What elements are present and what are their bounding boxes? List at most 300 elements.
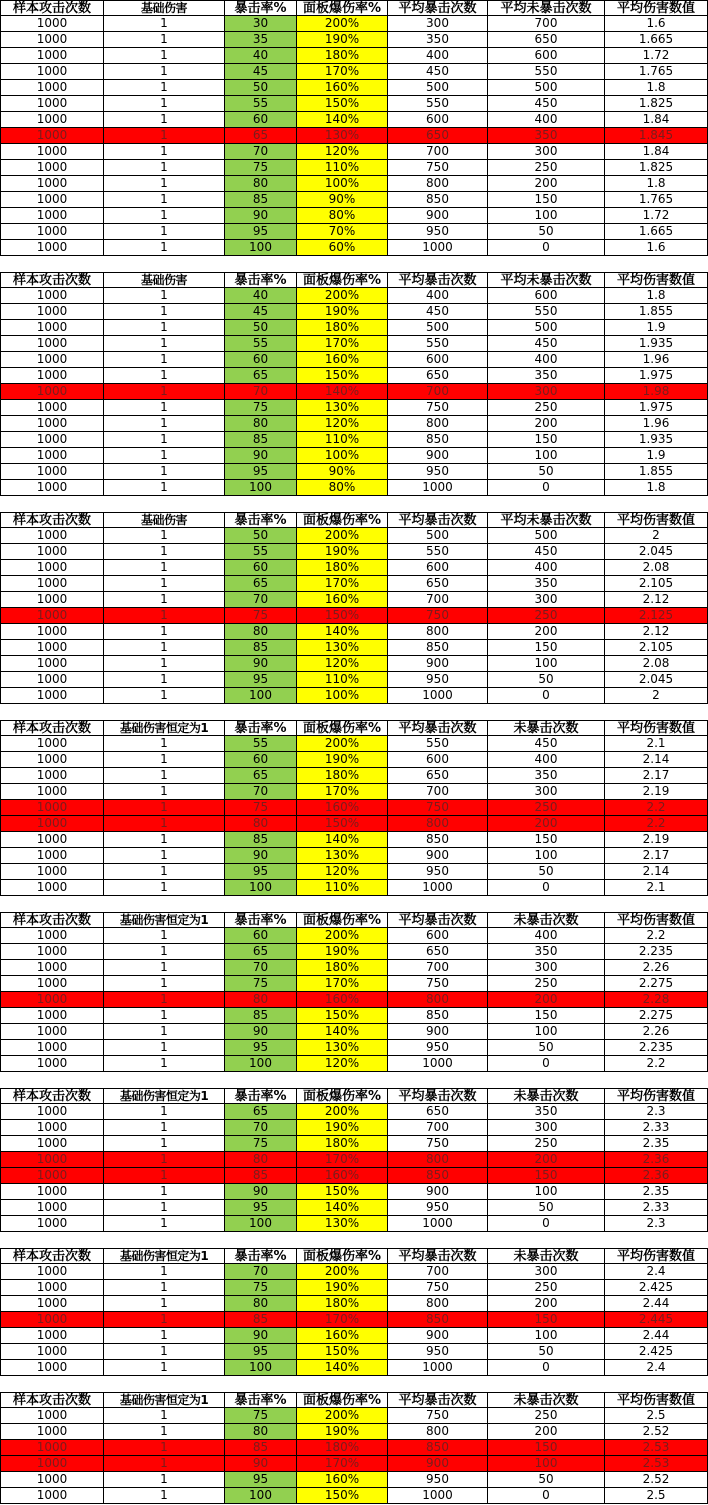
table-cell[interactable]: 500 bbox=[488, 320, 605, 336]
table-cell[interactable]: 1000 bbox=[0, 144, 104, 160]
table-cell[interactable]: 100 bbox=[225, 240, 297, 256]
table-cell[interactable]: 2.19 bbox=[605, 784, 708, 800]
table-cell[interactable]: 950 bbox=[388, 1200, 488, 1216]
column-header[interactable]: 暴击率% bbox=[225, 1248, 297, 1264]
table-cell[interactable]: 700 bbox=[388, 144, 488, 160]
table-cell[interactable]: 60 bbox=[225, 928, 297, 944]
table-cell[interactable]: 130% bbox=[297, 1040, 388, 1056]
table-cell[interactable]: 80 bbox=[225, 624, 297, 640]
table-cell[interactable]: 500 bbox=[488, 80, 605, 96]
table-cell[interactable]: 2.3 bbox=[605, 1216, 708, 1232]
table-cell[interactable]: 160% bbox=[297, 592, 388, 608]
table-cell[interactable]: 650 bbox=[388, 576, 488, 592]
table-cell[interactable]: 75 bbox=[225, 400, 297, 416]
table-cell[interactable]: 95 bbox=[225, 1200, 297, 1216]
table-cell[interactable]: 60 bbox=[225, 560, 297, 576]
table-cell[interactable]: 350 bbox=[488, 1104, 605, 1120]
column-header[interactable]: 暴击率% bbox=[225, 272, 297, 288]
table-cell[interactable]: 130% bbox=[297, 128, 388, 144]
table-cell[interactable]: 1000 bbox=[0, 1120, 104, 1136]
table-cell[interactable]: 80 bbox=[225, 992, 297, 1008]
table-cell[interactable]: 1.975 bbox=[605, 400, 708, 416]
table-cell[interactable]: 2.08 bbox=[605, 560, 708, 576]
table-cell[interactable]: 1000 bbox=[388, 880, 488, 896]
column-header[interactable]: 平均暴击次数 bbox=[388, 1088, 488, 1104]
table-cell[interactable]: 500 bbox=[388, 528, 488, 544]
table-cell[interactable]: 2.1 bbox=[605, 880, 708, 896]
column-header[interactable]: 平均暴击次数 bbox=[388, 272, 488, 288]
table-cell[interactable]: 450 bbox=[488, 336, 605, 352]
table-cell[interactable]: 1 bbox=[104, 640, 225, 656]
table-cell[interactable]: 600 bbox=[388, 560, 488, 576]
table-cell[interactable]: 45 bbox=[225, 304, 297, 320]
table-cell[interactable]: 180% bbox=[297, 960, 388, 976]
table-cell[interactable]: 850 bbox=[388, 1440, 488, 1456]
table-cell[interactable]: 80 bbox=[225, 416, 297, 432]
table-cell[interactable]: 110% bbox=[297, 160, 388, 176]
table-cell[interactable]: 950 bbox=[388, 864, 488, 880]
table-cell[interactable]: 50 bbox=[488, 672, 605, 688]
table-cell[interactable]: 1.765 bbox=[605, 192, 708, 208]
table-cell[interactable]: 2.33 bbox=[605, 1200, 708, 1216]
table-cell[interactable]: 700 bbox=[388, 1264, 488, 1280]
table-cell[interactable]: 1.825 bbox=[605, 96, 708, 112]
column-header[interactable]: 平均伤害数值 bbox=[605, 272, 708, 288]
table-cell[interactable]: 160% bbox=[297, 1472, 388, 1488]
table-cell[interactable]: 1000 bbox=[0, 800, 104, 816]
table-cell[interactable]: 2.35 bbox=[605, 1136, 708, 1152]
table-cell[interactable]: 1000 bbox=[388, 240, 488, 256]
table-cell[interactable]: 1 bbox=[104, 400, 225, 416]
table-cell[interactable]: 1 bbox=[104, 576, 225, 592]
table-cell[interactable]: 1 bbox=[104, 992, 225, 1008]
table-cell[interactable]: 450 bbox=[388, 64, 488, 80]
table-cell[interactable]: 200 bbox=[488, 1152, 605, 1168]
table-cell[interactable]: 1000 bbox=[388, 480, 488, 496]
table-cell[interactable]: 300 bbox=[388, 16, 488, 32]
table-cell[interactable]: 50 bbox=[488, 864, 605, 880]
table-cell[interactable]: 200 bbox=[488, 1296, 605, 1312]
table-cell[interactable]: 350 bbox=[488, 576, 605, 592]
column-header[interactable]: 未暴击次数 bbox=[488, 912, 605, 928]
table-cell[interactable]: 1000 bbox=[388, 1216, 488, 1232]
table-cell[interactable]: 2.4 bbox=[605, 1264, 708, 1280]
table-cell[interactable]: 750 bbox=[388, 800, 488, 816]
table-cell[interactable]: 1000 bbox=[388, 1488, 488, 1504]
table-cell[interactable]: 550 bbox=[488, 304, 605, 320]
table-cell[interactable]: 150 bbox=[488, 1008, 605, 1024]
table-cell[interactable]: 200 bbox=[488, 816, 605, 832]
table-cell[interactable]: 65 bbox=[225, 368, 297, 384]
table-cell[interactable]: 70% bbox=[297, 224, 388, 240]
table-cell[interactable]: 1 bbox=[104, 864, 225, 880]
table-cell[interactable]: 60% bbox=[297, 240, 388, 256]
table-cell[interactable]: 160% bbox=[297, 80, 388, 96]
table-cell[interactable]: 950 bbox=[388, 672, 488, 688]
table-cell[interactable]: 70 bbox=[225, 144, 297, 160]
table-cell[interactable]: 1 bbox=[104, 480, 225, 496]
column-header[interactable]: 平均伤害数值 bbox=[605, 0, 708, 16]
table-cell[interactable]: 950 bbox=[388, 1040, 488, 1056]
table-cell[interactable]: 1 bbox=[104, 80, 225, 96]
table-cell[interactable]: 400 bbox=[388, 288, 488, 304]
table-cell[interactable]: 75 bbox=[225, 1136, 297, 1152]
column-header[interactable]: 暴击率% bbox=[225, 1392, 297, 1408]
table-cell[interactable]: 1000 bbox=[0, 992, 104, 1008]
table-cell[interactable]: 850 bbox=[388, 640, 488, 656]
table-cell[interactable]: 2.14 bbox=[605, 864, 708, 880]
table-cell[interactable]: 1000 bbox=[0, 816, 104, 832]
table-cell[interactable]: 1000 bbox=[0, 592, 104, 608]
table-cell[interactable]: 1000 bbox=[0, 1328, 104, 1344]
table-cell[interactable]: 90 bbox=[225, 208, 297, 224]
table-cell[interactable]: 1000 bbox=[0, 1184, 104, 1200]
table-cell[interactable]: 1 bbox=[104, 944, 225, 960]
table-cell[interactable]: 150% bbox=[297, 1488, 388, 1504]
table-cell[interactable]: 750 bbox=[388, 1136, 488, 1152]
table-cell[interactable]: 250 bbox=[488, 400, 605, 416]
table-cell[interactable]: 170% bbox=[297, 976, 388, 992]
table-cell[interactable]: 95 bbox=[225, 464, 297, 480]
table-cell[interactable]: 1.665 bbox=[605, 224, 708, 240]
table-cell[interactable]: 900 bbox=[388, 656, 488, 672]
table-cell[interactable]: 700 bbox=[388, 1120, 488, 1136]
table-cell[interactable]: 1.6 bbox=[605, 16, 708, 32]
table-cell[interactable]: 1000 bbox=[0, 832, 104, 848]
table-cell[interactable]: 190% bbox=[297, 1280, 388, 1296]
table-cell[interactable]: 1 bbox=[104, 736, 225, 752]
table-cell[interactable]: 0 bbox=[488, 240, 605, 256]
table-cell[interactable]: 2.235 bbox=[605, 1040, 708, 1056]
table-cell[interactable]: 2.425 bbox=[605, 1280, 708, 1296]
table-cell[interactable]: 550 bbox=[388, 736, 488, 752]
column-header[interactable]: 平均伤害数值 bbox=[605, 1088, 708, 1104]
table-cell[interactable]: 1000 bbox=[0, 208, 104, 224]
table-cell[interactable]: 1000 bbox=[0, 576, 104, 592]
table-cell[interactable]: 800 bbox=[388, 992, 488, 1008]
table-cell[interactable]: 170% bbox=[297, 336, 388, 352]
table-cell[interactable]: 2.44 bbox=[605, 1328, 708, 1344]
table-cell[interactable]: 90% bbox=[297, 464, 388, 480]
table-cell[interactable]: 1 bbox=[104, 1120, 225, 1136]
table-cell[interactable]: 1 bbox=[104, 96, 225, 112]
table-cell[interactable]: 1000 bbox=[0, 1040, 104, 1056]
table-cell[interactable]: 1000 bbox=[0, 544, 104, 560]
table-cell[interactable]: 1000 bbox=[0, 976, 104, 992]
table-cell[interactable]: 1000 bbox=[0, 96, 104, 112]
table-cell[interactable]: 1000 bbox=[0, 1264, 104, 1280]
column-header[interactable]: 平均暴击次数 bbox=[388, 720, 488, 736]
table-cell[interactable]: 250 bbox=[488, 1280, 605, 1296]
column-header[interactable]: 平均伤害数值 bbox=[605, 912, 708, 928]
table-cell[interactable]: 1000 bbox=[0, 48, 104, 64]
table-cell[interactable]: 130% bbox=[297, 640, 388, 656]
table-cell[interactable]: 900 bbox=[388, 1456, 488, 1472]
table-cell[interactable]: 1000 bbox=[0, 80, 104, 96]
table-cell[interactable]: 900 bbox=[388, 208, 488, 224]
table-cell[interactable]: 900 bbox=[388, 1024, 488, 1040]
table-cell[interactable]: 1 bbox=[104, 192, 225, 208]
table-cell[interactable]: 1000 bbox=[0, 1168, 104, 1184]
table-cell[interactable]: 160% bbox=[297, 1168, 388, 1184]
table-cell[interactable]: 1.8 bbox=[605, 80, 708, 96]
column-header[interactable]: 样本攻击次数 bbox=[0, 1392, 104, 1408]
table-cell[interactable]: 2.08 bbox=[605, 656, 708, 672]
table-cell[interactable]: 85 bbox=[225, 1440, 297, 1456]
table-cell[interactable]: 1000 bbox=[0, 848, 104, 864]
table-cell[interactable]: 95 bbox=[225, 224, 297, 240]
table-cell[interactable]: 1.96 bbox=[605, 352, 708, 368]
table-cell[interactable]: 100 bbox=[488, 448, 605, 464]
column-header[interactable]: 平均伤害数值 bbox=[605, 1392, 708, 1408]
table-cell[interactable]: 1 bbox=[104, 608, 225, 624]
table-cell[interactable]: 2.5 bbox=[605, 1488, 708, 1504]
table-cell[interactable]: 1 bbox=[104, 880, 225, 896]
table-cell[interactable]: 150 bbox=[488, 192, 605, 208]
table-cell[interactable]: 700 bbox=[488, 16, 605, 32]
table-cell[interactable]: 2.425 bbox=[605, 1344, 708, 1360]
table-cell[interactable]: 1000 bbox=[0, 368, 104, 384]
table-cell[interactable]: 85 bbox=[225, 192, 297, 208]
column-header[interactable]: 面板爆伤率% bbox=[297, 1248, 388, 1264]
table-cell[interactable]: 1000 bbox=[0, 1104, 104, 1120]
table-cell[interactable]: 190% bbox=[297, 1424, 388, 1440]
table-cell[interactable]: 1000 bbox=[0, 1056, 104, 1072]
table-cell[interactable]: 160% bbox=[297, 1328, 388, 1344]
table-cell[interactable]: 90% bbox=[297, 192, 388, 208]
table-cell[interactable]: 1 bbox=[104, 304, 225, 320]
table-cell[interactable]: 1000 bbox=[0, 1152, 104, 1168]
table-cell[interactable]: 65 bbox=[225, 128, 297, 144]
table-cell[interactable]: 110% bbox=[297, 672, 388, 688]
table-cell[interactable]: 600 bbox=[388, 112, 488, 128]
table-cell[interactable]: 75 bbox=[225, 160, 297, 176]
table-cell[interactable]: 1000 bbox=[0, 880, 104, 896]
table-cell[interactable]: 1000 bbox=[0, 160, 104, 176]
table-cell[interactable]: 1 bbox=[104, 384, 225, 400]
table-cell[interactable]: 650 bbox=[388, 768, 488, 784]
table-cell[interactable]: 60 bbox=[225, 112, 297, 128]
table-cell[interactable]: 550 bbox=[388, 336, 488, 352]
table-cell[interactable]: 140% bbox=[297, 384, 388, 400]
table-cell[interactable]: 2.52 bbox=[605, 1424, 708, 1440]
table-cell[interactable]: 950 bbox=[388, 224, 488, 240]
table-cell[interactable]: 0 bbox=[488, 880, 605, 896]
table-cell[interactable]: 100 bbox=[225, 1488, 297, 1504]
table-cell[interactable]: 300 bbox=[488, 784, 605, 800]
table-cell[interactable]: 1 bbox=[104, 352, 225, 368]
table-cell[interactable]: 1 bbox=[104, 416, 225, 432]
table-cell[interactable]: 50 bbox=[225, 80, 297, 96]
table-cell[interactable]: 1.665 bbox=[605, 32, 708, 48]
table-cell[interactable]: 1 bbox=[104, 448, 225, 464]
table-cell[interactable]: 65 bbox=[225, 944, 297, 960]
table-cell[interactable]: 50 bbox=[488, 1040, 605, 1056]
table-cell[interactable]: 1.84 bbox=[605, 112, 708, 128]
table-cell[interactable]: 1 bbox=[104, 1040, 225, 1056]
table-cell[interactable]: 1000 bbox=[0, 304, 104, 320]
table-cell[interactable]: 2.235 bbox=[605, 944, 708, 960]
table-cell[interactable]: 1000 bbox=[0, 464, 104, 480]
table-cell[interactable]: 2 bbox=[605, 528, 708, 544]
table-cell[interactable]: 2.19 bbox=[605, 832, 708, 848]
table-cell[interactable]: 95 bbox=[225, 864, 297, 880]
table-cell[interactable]: 1000 bbox=[0, 1280, 104, 1296]
table-cell[interactable]: 90 bbox=[225, 1024, 297, 1040]
table-cell[interactable]: 1000 bbox=[0, 336, 104, 352]
table-cell[interactable]: 95 bbox=[225, 672, 297, 688]
table-cell[interactable]: 150 bbox=[488, 432, 605, 448]
column-header[interactable]: 样本攻击次数 bbox=[0, 512, 104, 528]
table-cell[interactable]: 1 bbox=[104, 688, 225, 704]
table-cell[interactable]: 2.33 bbox=[605, 1120, 708, 1136]
table-cell[interactable]: 600 bbox=[488, 48, 605, 64]
table-cell[interactable]: 1.72 bbox=[605, 48, 708, 64]
table-cell[interactable]: 1.9 bbox=[605, 448, 708, 464]
table-cell[interactable]: 1000 bbox=[388, 1056, 488, 1072]
table-cell[interactable]: 40 bbox=[225, 288, 297, 304]
table-cell[interactable]: 2.445 bbox=[605, 1312, 708, 1328]
table-cell[interactable]: 2.36 bbox=[605, 1152, 708, 1168]
table-cell[interactable]: 180% bbox=[297, 48, 388, 64]
table-cell[interactable]: 1.935 bbox=[605, 336, 708, 352]
table-cell[interactable]: 1000 bbox=[0, 288, 104, 304]
table-cell[interactable]: 1.975 bbox=[605, 368, 708, 384]
table-cell[interactable]: 75 bbox=[225, 976, 297, 992]
table-cell[interactable]: 180% bbox=[297, 1296, 388, 1312]
table-cell[interactable]: 200% bbox=[297, 736, 388, 752]
table-cell[interactable]: 500 bbox=[388, 80, 488, 96]
column-header[interactable]: 样本攻击次数 bbox=[0, 1248, 104, 1264]
table-cell[interactable]: 1000 bbox=[0, 928, 104, 944]
table-cell[interactable]: 200% bbox=[297, 1264, 388, 1280]
table-cell[interactable]: 2 bbox=[605, 688, 708, 704]
table-cell[interactable]: 1 bbox=[104, 176, 225, 192]
table-cell[interactable]: 1000 bbox=[0, 560, 104, 576]
table-cell[interactable]: 150% bbox=[297, 96, 388, 112]
table-cell[interactable]: 1 bbox=[104, 320, 225, 336]
column-header[interactable]: 面板爆伤率% bbox=[297, 0, 388, 16]
table-cell[interactable]: 130% bbox=[297, 1216, 388, 1232]
column-header[interactable]: 基础伤害恒定为1 bbox=[104, 1088, 225, 1104]
table-cell[interactable]: 70 bbox=[225, 1120, 297, 1136]
table-cell[interactable]: 750 bbox=[388, 1280, 488, 1296]
table-cell[interactable]: 1 bbox=[104, 144, 225, 160]
table-cell[interactable]: 1000 bbox=[0, 784, 104, 800]
table-cell[interactable]: 0 bbox=[488, 480, 605, 496]
table-cell[interactable]: 1 bbox=[104, 528, 225, 544]
table-cell[interactable]: 190% bbox=[297, 944, 388, 960]
table-cell[interactable]: 1 bbox=[104, 288, 225, 304]
table-cell[interactable]: 100% bbox=[297, 448, 388, 464]
table-cell[interactable]: 1.96 bbox=[605, 416, 708, 432]
table-cell[interactable]: 1.98 bbox=[605, 384, 708, 400]
table-cell[interactable]: 250 bbox=[488, 1408, 605, 1424]
table-cell[interactable]: 85 bbox=[225, 432, 297, 448]
table-cell[interactable]: 80 bbox=[225, 816, 297, 832]
table-cell[interactable]: 700 bbox=[388, 960, 488, 976]
table-cell[interactable]: 60 bbox=[225, 352, 297, 368]
column-header[interactable]: 面板爆伤率% bbox=[297, 1392, 388, 1408]
table-cell[interactable]: 120% bbox=[297, 864, 388, 880]
column-header[interactable]: 平均伤害数值 bbox=[605, 512, 708, 528]
table-cell[interactable]: 1000 bbox=[0, 688, 104, 704]
table-cell[interactable]: 1000 bbox=[0, 1424, 104, 1440]
table-cell[interactable]: 100 bbox=[488, 1328, 605, 1344]
table-cell[interactable]: 140% bbox=[297, 624, 388, 640]
table-cell[interactable]: 2.53 bbox=[605, 1440, 708, 1456]
table-cell[interactable]: 100% bbox=[297, 176, 388, 192]
table-cell[interactable]: 1000 bbox=[0, 752, 104, 768]
table-cell[interactable]: 170% bbox=[297, 64, 388, 80]
table-cell[interactable]: 1000 bbox=[0, 1472, 104, 1488]
table-cell[interactable]: 2.14 bbox=[605, 752, 708, 768]
table-cell[interactable]: 80 bbox=[225, 176, 297, 192]
table-cell[interactable]: 850 bbox=[388, 192, 488, 208]
table-cell[interactable]: 1000 bbox=[0, 1200, 104, 1216]
table-cell[interactable]: 300 bbox=[488, 1120, 605, 1136]
table-cell[interactable]: 1 bbox=[104, 1168, 225, 1184]
table-cell[interactable]: 450 bbox=[488, 96, 605, 112]
column-header[interactable]: 平均暴击次数 bbox=[388, 512, 488, 528]
table-cell[interactable]: 1000 bbox=[0, 320, 104, 336]
table-cell[interactable]: 1000 bbox=[0, 128, 104, 144]
table-cell[interactable]: 85 bbox=[225, 1008, 297, 1024]
table-cell[interactable]: 300 bbox=[488, 144, 605, 160]
table-cell[interactable]: 200 bbox=[488, 416, 605, 432]
table-cell[interactable]: 80% bbox=[297, 208, 388, 224]
table-cell[interactable]: 2.045 bbox=[605, 544, 708, 560]
table-cell[interactable]: 850 bbox=[388, 432, 488, 448]
table-cell[interactable]: 1.8 bbox=[605, 288, 708, 304]
table-cell[interactable]: 70 bbox=[225, 1264, 297, 1280]
table-cell[interactable]: 110% bbox=[297, 880, 388, 896]
table-cell[interactable]: 85 bbox=[225, 1312, 297, 1328]
table-cell[interactable]: 50 bbox=[488, 464, 605, 480]
table-cell[interactable]: 2.5 bbox=[605, 1408, 708, 1424]
table-cell[interactable]: 2.2 bbox=[605, 1056, 708, 1072]
table-cell[interactable]: 200 bbox=[488, 1424, 605, 1440]
table-cell[interactable]: 160% bbox=[297, 992, 388, 1008]
table-cell[interactable]: 700 bbox=[388, 784, 488, 800]
table-cell[interactable]: 150% bbox=[297, 608, 388, 624]
table-cell[interactable]: 0 bbox=[488, 1360, 605, 1376]
column-header[interactable]: 样本攻击次数 bbox=[0, 272, 104, 288]
table-cell[interactable]: 2.44 bbox=[605, 1296, 708, 1312]
table-cell[interactable]: 1000 bbox=[0, 64, 104, 80]
table-cell[interactable]: 2.17 bbox=[605, 848, 708, 864]
table-cell[interactable]: 140% bbox=[297, 1024, 388, 1040]
table-cell[interactable]: 1 bbox=[104, 128, 225, 144]
table-cell[interactable]: 1000 bbox=[0, 224, 104, 240]
table-cell[interactable]: 1 bbox=[104, 544, 225, 560]
table-cell[interactable]: 130% bbox=[297, 400, 388, 416]
table-cell[interactable]: 250 bbox=[488, 608, 605, 624]
table-cell[interactable]: 100 bbox=[225, 1360, 297, 1376]
table-cell[interactable]: 1 bbox=[104, 112, 225, 128]
table-cell[interactable]: 1.825 bbox=[605, 160, 708, 176]
table-cell[interactable]: 70 bbox=[225, 784, 297, 800]
table-cell[interactable]: 750 bbox=[388, 608, 488, 624]
column-header[interactable]: 平均暴击次数 bbox=[388, 0, 488, 16]
column-header[interactable]: 基础伤害恒定为1 bbox=[104, 1392, 225, 1408]
table-cell[interactable]: 130% bbox=[297, 848, 388, 864]
table-cell[interactable]: 200 bbox=[488, 992, 605, 1008]
table-cell[interactable]: 1000 bbox=[0, 112, 104, 128]
table-cell[interactable]: 1000 bbox=[388, 688, 488, 704]
table-cell[interactable]: 1 bbox=[104, 1296, 225, 1312]
table-cell[interactable]: 160% bbox=[297, 352, 388, 368]
